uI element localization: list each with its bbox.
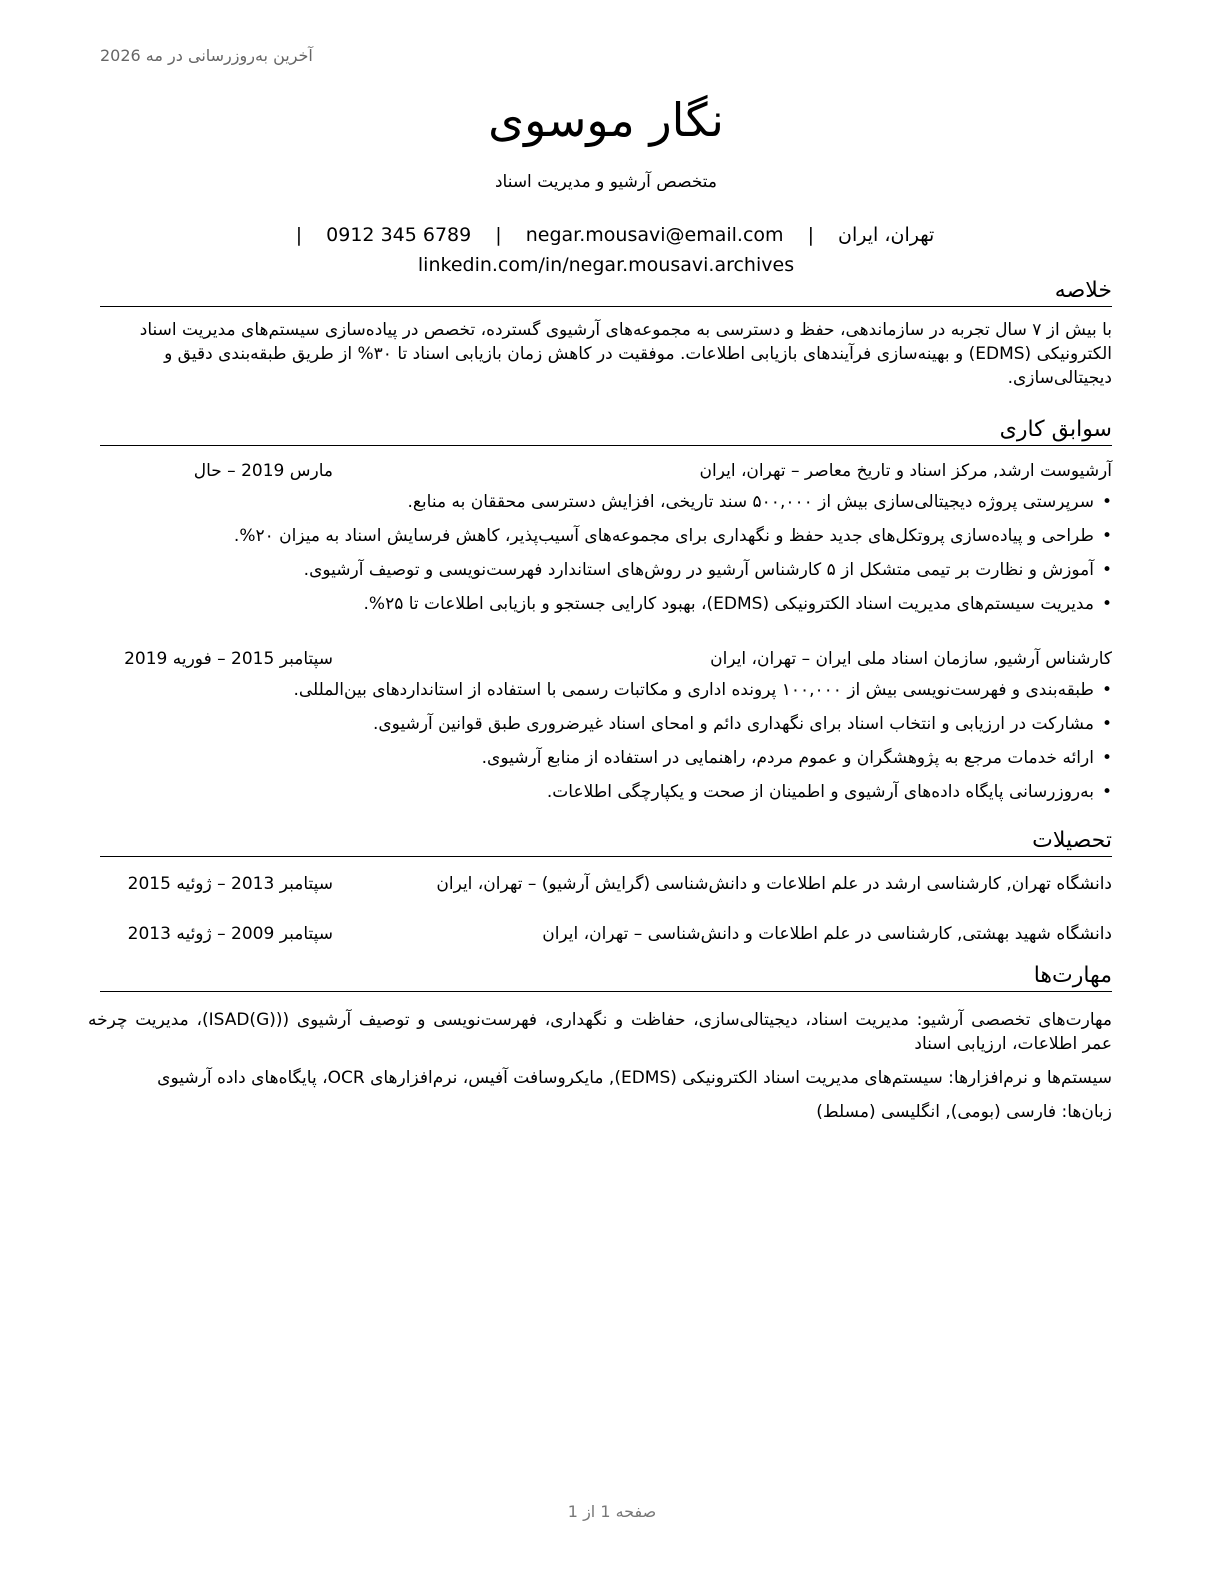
summary-heading: خلاصه [100,276,1112,307]
skills-line: مهارت‌های تخصصی آرشیو: مدیریت اسناد، دیجیتالی‌سازی، حفاظت و نگهداری، فهرست‌نویسی و توصیف آرشیوی ((ISAD(G))، مدیریت چرخه عمر اطلاعات، ارزیابی اسناد [88,1010,1112,1054]
skills-list [88,1008,1112,1134]
page-number: صفحه 1 از 1 [567,1502,657,1521]
last-updated-note: آخرین به‌روزرسانی در مه 2026 [100,46,313,65]
education-org: دانشگاه تهران, کارشناسی ارشد در علم اطلاعات و دانش‌شناسی (گرایش آرشیو) – تهران، ایران [436,874,1112,894]
bullet-item: • به‌روزرسانی پایگاه داده‌های آرشیوی و اطمینان از صحت و یکپارچگی اطلاعات. [100,775,1112,809]
education-dates: سپتامبر 2009 – ژوئیه 2013 [127,924,333,944]
contact-separator: | [807,224,814,246]
skills-heading: مهارت‌ها [100,961,1112,992]
experience-heading: سوابق کاری [100,415,1112,446]
bullet-item: • مشارکت در ارزیابی و انتخاب اسناد برای نگهداری دائم و امحای اسناد غیرضروری طبق قوانین آرشیوی. [100,707,1112,741]
job-header [100,645,1112,673]
contact-location: تهران، ایران [838,224,935,246]
bullet-item: • آموزش و نظارت بر تیمی متشکل از ۵ کارشناس آرشیو در روش‌های استاندارد فهرست‌نویسی و توصیف آرشیوی. [100,553,1112,587]
skills-line: سیستم‌ها و نرم‌افزارها: سیستم‌های مدیریت اسناد الکترونیکی (EDMS), مایکروسافت آفیس، نرم‌افزارهای OCR، پایگاه‌های داده آرشیوی [157,1068,1112,1088]
contact-separator: | [495,224,502,246]
education-item [100,920,1112,948]
job-bullets [100,673,1112,809]
job-org: آرشیوست ارشد, مرکز اسناد و تاریخ معاصر – تهران، ایران [699,461,1112,481]
education-heading: تحصیلات [100,826,1112,857]
candidate-name: نگار موسوی [488,93,724,147]
job-bullets [100,485,1112,621]
contact-email[interactable]: negar.mousavi@email.com [525,224,784,246]
contact-phone[interactable]: 0912 345 6789 [326,224,472,246]
job-dates: سپتامبر 2015 – فوریه 2019 [124,649,333,669]
skills-line: زبان‌ها: فارسی (بومی), انگلیسی (مسلط) [816,1102,1112,1122]
bullet-item: • مدیریت سیستم‌های مدیریت اسناد الکترونیکی (EDMS)، بهبود کارایی جستجو و بازیابی اطلاعات تا ۲۵%. [100,587,1112,621]
bullet-item: • سرپرستی پروژه دیجیتالی‌سازی بیش از ۵۰۰,۰۰۰ سند تاریخی، افزایش دسترسی محققان به منابع. [100,485,1112,519]
bullet-item: • طبقه‌بندی و فهرست‌نویسی بیش از ۱۰۰,۰۰۰ پرونده اداری و مکاتبات رسمی با استفاده از استانداردهای بین‌المللی. [100,673,1112,707]
education-dates: سپتامبر 2013 – ژوئیه 2015 [127,874,333,894]
bullet-item: • طراحی و پیاده‌سازی پروتکل‌های جدید حفظ و نگهداری برای مجموعه‌های آسیب‌پذیر، کاهش فرسایش اسناد به میزان ۲۰%. [100,519,1112,553]
education-item [100,870,1112,898]
summary-text: با بیش از ۷ سال تجربه در سازماندهی، حفظ و دسترسی به مجموعه‌های آرشیوی گسترده، تخصص در پیاده‌سازی سیستم‌های مدیریت اسناد الکترونیکی (EDMS) و بهینه‌سازی فرآیندهای بازیابی اطلاعات. موفقیت در کاهش زمان بازیابی اسناد تا ۳۰% از طریق طبقه‌بندی دقیق و دیجیتالی‌سازی. [139,320,1112,388]
job-header [100,457,1112,485]
contact-line [100,220,1112,280]
job-org: کارشناس آرشیو, سازمان اسناد ملی ایران – تهران، ایران [710,649,1112,669]
bullet-item: • ارائه خدمات مرجع به پژوهشگران و عموم مردم، راهنمایی در استفاده از منابع آرشیوی. [100,741,1112,775]
contact-separator: | [295,224,303,246]
education-org: دانشگاه شهید بهشتی, کارشناسی در علم اطلاعات و دانش‌شناسی – تهران، ایران [542,924,1112,944]
candidate-title: متخصص آرشیو و مدیریت اسناد [494,172,718,192]
job-dates: مارس 2019 – حال [193,461,333,481]
contact-linkedin[interactable]: linkedin.com/in/negar.mousavi.archives [417,254,795,276]
